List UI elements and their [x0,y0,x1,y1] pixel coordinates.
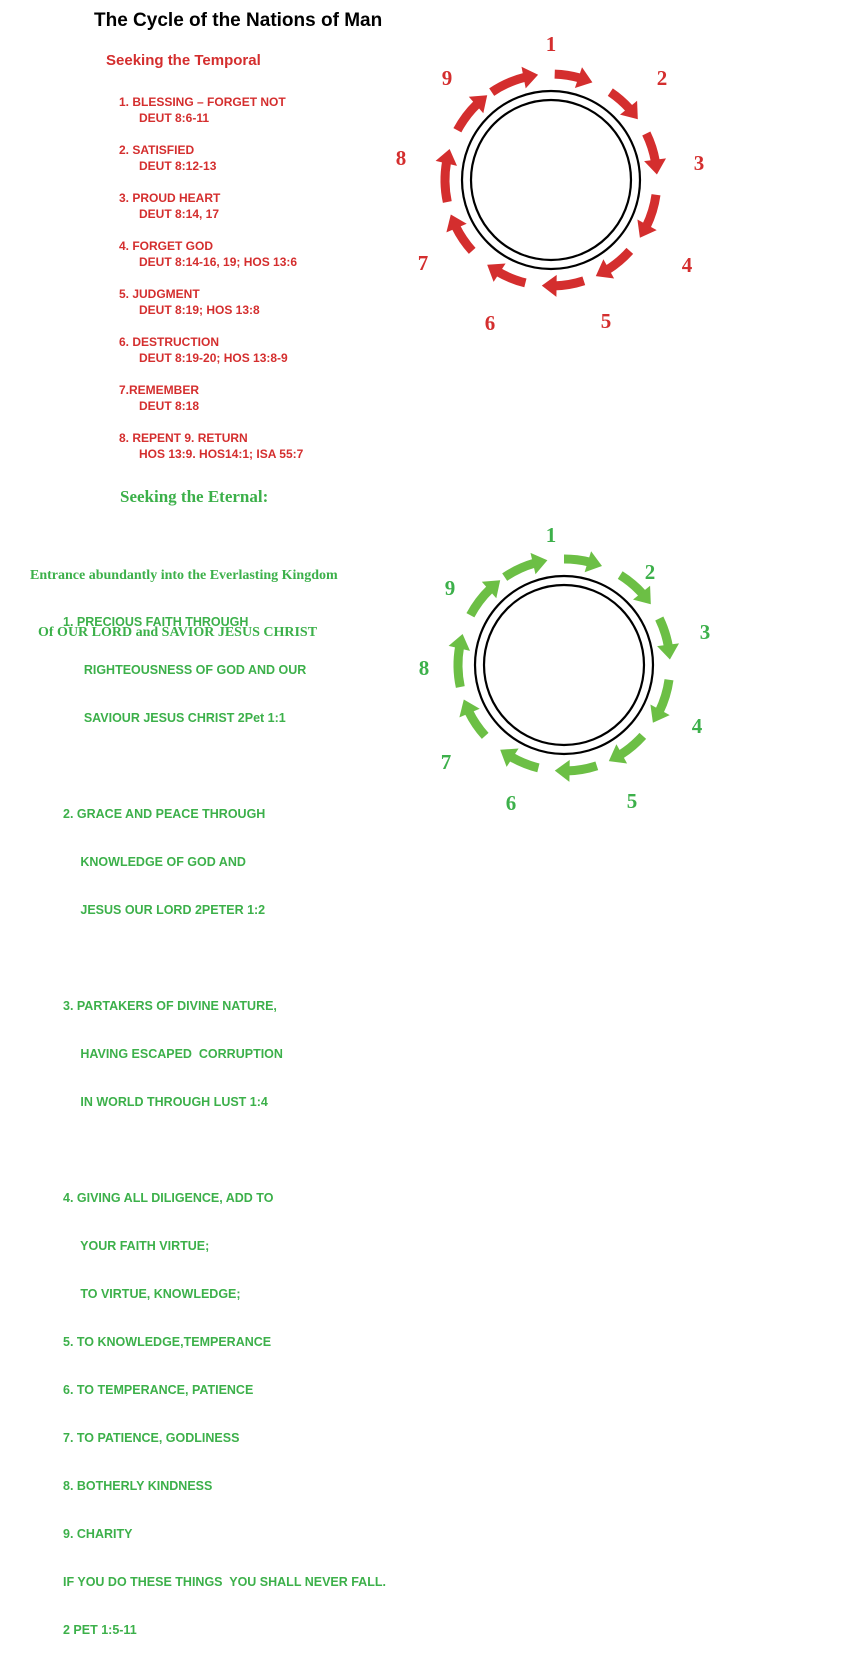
red-cycle-arrow-shaft [457,104,477,131]
red-cycle-number-4: 4 [681,252,693,277]
eternal-line: JESUS OUR LORD 2PETER 1:2 [63,903,266,917]
green-cycle-arrowhead-icon [555,760,570,782]
eternal-line: YOUR FAITH VIRTUE; [63,1239,210,1253]
green-cycle-arrow-shaft [505,563,535,577]
green-cycle-arrow-shaft [470,589,490,616]
eternal-line: SAVIOUR JESUS CHRIST 2Pet 1:1 [63,711,286,725]
red-cycle-number-3: 3 [693,150,705,175]
eternal-line: 5. TO KNOWLEDGE,TEMPERANCE [63,1335,272,1349]
temporal-item-label: 8. REPENT 9. RETURN [119,431,248,445]
red-cycle-number-1: 1 [545,31,557,56]
eternal-intro-line: Of OUR LORD and SAVIOR JESUS CHRIST [38,625,318,640]
red-cycle-arrow-shaft [456,227,473,251]
green-cycle-arrow-shaft [458,647,460,687]
red-cycle-arrow-shaft [498,272,525,283]
green-cycle-number-5: 5 [626,788,638,813]
eternal-line: RIGHTEOUSNESS OF GOD AND OUR [63,663,307,677]
temporal-item-ref: DEUT 8:6-11 [139,111,210,125]
eternal-line: 9. CHARITY [63,1527,133,1541]
green-cycle-inner-ring [484,585,644,745]
eternal-line: 1. PRECIOUS FAITH THROUGH [63,615,249,629]
temporal-item-ref: DEUT 8:19-20; HOS 13:8-9 [139,351,288,365]
green-cycle-arrow-shaft [469,712,486,736]
red-cycle-outer-ring [462,91,640,269]
red-cycle-arrow-shaft [646,195,656,227]
temporal-item-label: 1. BLESSING – FORGET NOT [119,95,286,109]
red-cycle-number-5: 5 [600,308,612,333]
eternal-line: 7. TO PATIENCE, GODLINESS [63,1431,240,1445]
red-cycle-arrow-shaft [555,281,584,286]
green-cycle-number-4: 4 [691,713,703,738]
green-cycle-arrowhead-icon [531,553,548,574]
green-cycle-arrow-shaft [620,575,643,594]
eternal-line: 2 PET 1:5-11 [63,1623,137,1637]
temporal-item-ref: HOS 13:9. HOS14:1; ISA 55:7 [139,447,304,461]
temporal-item-ref: DEUT 8:14, 17 [139,207,220,221]
temporal-item-ref: DEUT 8:14-16, 19; HOS 13:6 [139,255,298,269]
eternal-line: TO VIRTUE, KNOWLEDGE; [63,1287,241,1301]
temporal-item-ref: DEUT 8:12-13 [139,159,217,173]
green-cycle-number-6: 6 [505,790,517,815]
red-cycle-arrow-shaft [492,77,526,92]
eternal-line: HAVING ESCAPED CORRUPTION [63,1047,283,1061]
eternal-line: 6. TO TEMPERANCE, PATIENCE [63,1383,254,1397]
red-cycle-arrowhead-icon [522,67,539,89]
red-cycle-arrow-shaft [610,92,630,109]
red-cycle-arrowhead-icon [644,158,666,174]
eternal-line: IN WORLD THROUGH LUST 1:4 [63,1095,268,1109]
eternal-intro-line: Entrance abundantly into the Everlasting Kingdom [30,568,338,583]
temporal-item-label: 6. DESTRUCTION [119,335,220,349]
temporal-item-label: 5. JUDGMENT [119,287,200,301]
red-cycle-arrow-shaft [445,162,447,202]
green-cycle-arrow-shaft [511,757,538,768]
green-cycle-number-7: 7 [440,749,452,774]
green-cycle-number-2: 2 [644,559,656,584]
green-cycle-arrow-shaft [659,619,668,647]
red-cycle-number-8: 8 [395,145,407,170]
red-cycle-arrow-shaft [607,251,630,270]
temporal-item-ref: DEUT 8:18 [139,399,200,413]
green-cycle-arrow-shaft [659,680,669,712]
green-cycle-number-3: 3 [699,619,711,644]
green-cycle-arrow-shaft [564,559,590,562]
red-cycle-arrow-shaft [555,74,581,78]
red-cycle-number-9: 9 [441,65,453,90]
eternal-line: 4. GIVING ALL DILIGENCE, ADD TO [63,1191,274,1205]
temporal-item-label: 2. SATISFIED [119,143,195,157]
red-cycle-number-2: 2 [656,65,668,90]
eternal-line: 3. PARTAKERS OF DIVINE NATURE, [63,999,277,1013]
page-title: The Cycle of the Nations of Man [94,10,383,31]
eternal-line: 8. BOTHERLY KINDNESS [63,1479,213,1493]
green-cycle-number-9: 9 [444,575,456,600]
red-cycle-number-6: 6 [484,310,496,335]
temporal-item-label: 7.REMEMBER [119,383,200,397]
red-cycle-arrow-shaft [646,134,655,162]
eternal-line: 2. GRACE AND PEACE THROUGH [63,807,266,821]
temporal-item-label: 4. FORGET GOD [119,239,214,253]
green-cycle-arrow-shaft [620,736,643,755]
red-cycle-arrowhead-icon [436,149,457,166]
eternal-line: IF YOU DO THESE THINGS YOU SHALL NEVER FALL. [63,1575,386,1589]
temporal-item-ref: DEUT 8:19; HOS 13:8 [139,303,260,317]
red-cycle-inner-ring [471,100,631,260]
green-cycle-arrowhead-icon [449,634,470,651]
eternal-heading: Seeking the Eternal: [120,487,269,506]
green-cycle-arrowhead-icon [657,643,679,659]
red-cycle-arrowhead-icon [542,275,557,297]
green-cycle-arrow-shaft [568,766,597,771]
temporal-item-label: 3. PROUD HEART [119,191,221,205]
green-cycle-number-1: 1 [545,522,557,547]
green-cycle-outer-ring [475,576,653,754]
red-cycle-number-7: 7 [417,250,429,275]
temporal-heading: Seeking the Temporal [106,52,261,69]
eternal-line [63,1142,386,1158]
green-cycle-number-8: 8 [418,655,430,680]
eternal-line: KNOWLEDGE OF GOD AND [63,855,246,869]
